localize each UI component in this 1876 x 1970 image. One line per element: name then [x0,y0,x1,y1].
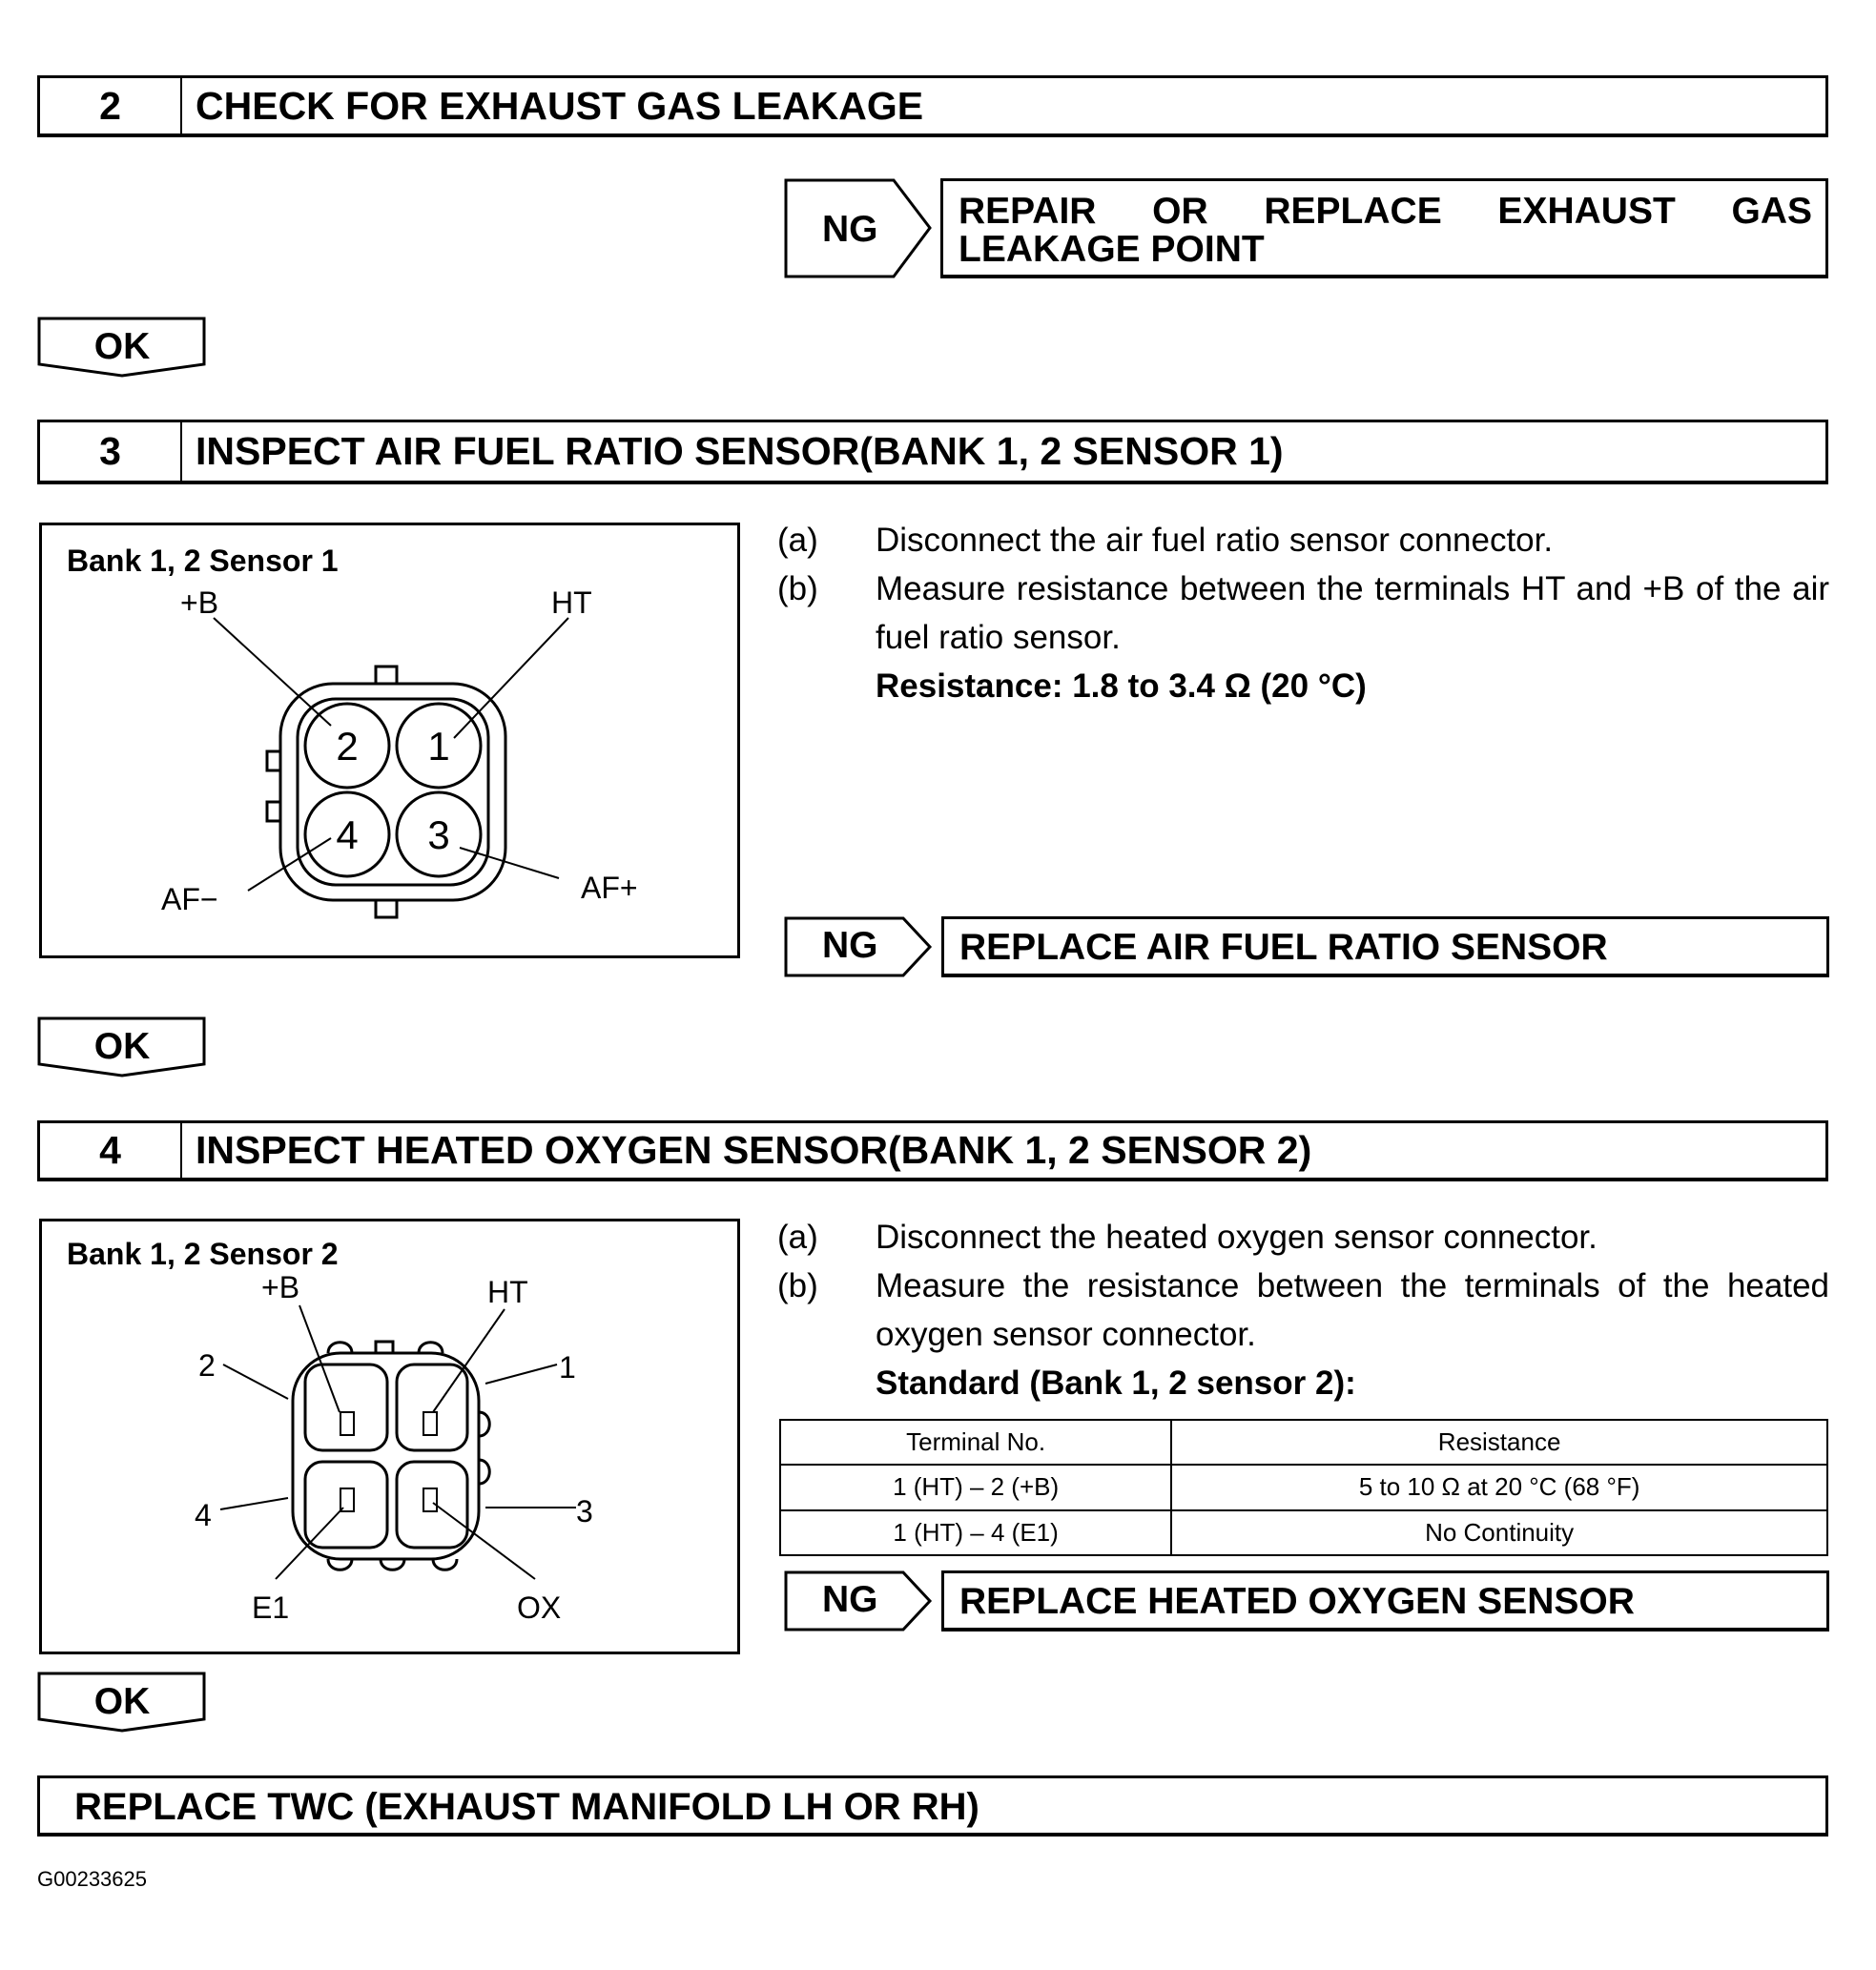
ng-result-text: REPLACE HEATED OXYGEN SENSOR [959,1581,1635,1622]
step-2-header [37,75,1828,137]
figure-id: G00233625 [37,1867,147,1891]
pin-1: 1 [427,724,450,769]
label-ht: HT [551,585,592,620]
instruction-label: (b) [777,1267,818,1304]
ng-result-text: REPAIR OR REPLACE EXHAUST GAS LEAKAGE POINT [959,191,1812,270]
step-number: 4 [40,1123,182,1178]
step-3-header [37,420,1828,484]
ng-label: NG [822,925,878,967]
step-number: 2 [40,78,182,133]
instructions-step-4 [777,1213,1831,1413]
step-number: 3 [40,422,182,481]
table-header: Terminal No. [780,1420,1171,1465]
instruction-text: Disconnect the heated oxygen sensor connector. [876,1219,1598,1256]
table-row [780,1510,1827,1555]
table-cell: 5 to 10 Ω at 20 °C (68 °F) [1171,1465,1827,1509]
standard-spec-heading: Standard (Bank 1, 2 sensor 2): [876,1365,1356,1402]
label-e1: E1 [252,1590,290,1625]
connector-diagram-sensor-1 [39,523,740,958]
pin-4: 4 [336,812,359,857]
label-pin-3: 3 [576,1494,593,1529]
label-plus-b: +B [261,1270,300,1304]
ok-arrow [37,1672,207,1733]
ok-arrow [37,1016,207,1077]
ng-result-box [940,178,1828,278]
table-cell: No Continuity [1171,1510,1827,1555]
ng-result-box [941,1570,1829,1631]
table-cell: 1 (HT) – 4 (E1) [780,1510,1171,1555]
ng-arrow [784,1570,933,1631]
resistance-spec: Resistance: 1.8 to 3.4 Ω (20 °C) [876,667,1367,705]
ok-label: OK [93,326,151,367]
ng-result-text: REPLACE AIR FUEL RATIO SENSOR [959,927,1608,968]
table-cell: 1 (HT) – 2 (+B) [780,1465,1171,1509]
ng-label: NG [822,1579,878,1621]
instruction-label: (b) [777,570,818,607]
label-pin-1: 1 [559,1350,576,1385]
pin-3: 3 [427,812,450,857]
instruction-text: Measure resistance between the terminals HT and +B of the air fuel ratio sensor. [876,570,1829,656]
label-pin-2: 2 [198,1348,216,1383]
connector-4pin-drawing [42,525,743,961]
instruction-label: (a) [777,1219,818,1256]
pin-2: 2 [336,724,359,769]
ok-arrow [37,317,207,378]
step-title: INSPECT HEATED OXYGEN SENSOR(BANK 1, 2 SENSOR 2) [196,1128,1312,1172]
step-title: INSPECT AIR FUEL RATIO SENSOR(BANK 1, 2 SENSOR 1) [196,429,1284,473]
table-row [780,1465,1827,1509]
label-ox: OX [517,1590,562,1625]
ng-label: NG [822,209,878,250]
ng-arrow [784,178,933,278]
instruction-text: Disconnect the air fuel ratio sensor connector. [876,522,1554,559]
step-4-header [37,1120,1828,1181]
resistance-table [779,1419,1828,1556]
connector-4pin-drawing [42,1221,743,1657]
label-af-minus: AF− [161,882,218,916]
label-plus-b: +B [180,585,219,620]
label-af-plus: AF+ [581,871,638,905]
step-title: CHECK FOR EXHAUST GAS LEAKAGE [196,83,924,128]
instruction-label: (a) [777,522,818,559]
table-header: Resistance [1171,1420,1827,1465]
label-pin-4: 4 [195,1498,212,1532]
ok-label: OK [93,1681,151,1722]
final-action-box [37,1775,1828,1837]
diagram-title: Bank 1, 2 Sensor 1 [67,544,339,578]
ok-label: OK [93,1026,151,1067]
instructions-step-3 [777,516,1831,764]
ng-result-box [941,916,1829,977]
diagram-title: Bank 1, 2 Sensor 2 [67,1237,339,1271]
instruction-text: Measure the resistance between the terminals of the heated oxygen sensor connector. [876,1267,1829,1353]
connector-diagram-sensor-2 [39,1219,740,1654]
ng-arrow [784,916,933,977]
label-ht: HT [487,1275,528,1309]
table-header-row [780,1420,1827,1465]
final-action-text: REPLACE TWC (EXHAUST MANIFOLD LH OR RH) [74,1786,979,1828]
